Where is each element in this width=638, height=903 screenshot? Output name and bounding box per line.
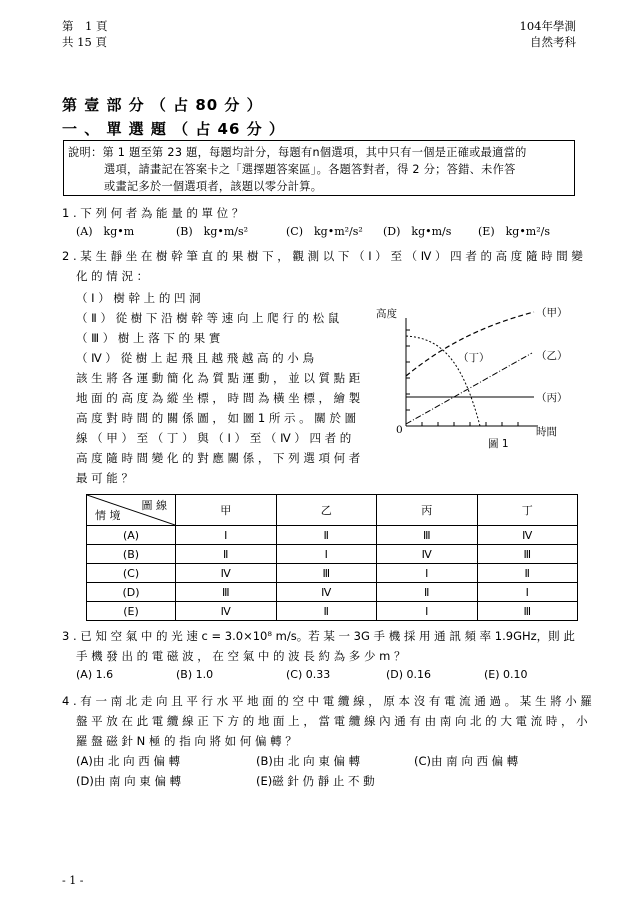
table-row bbox=[87, 564, 578, 583]
table-row bbox=[87, 526, 578, 545]
q3-option-b: (B) 1.0 bbox=[176, 668, 214, 681]
x-axis-ticks bbox=[422, 422, 518, 426]
table-cell: Ⅱ bbox=[477, 564, 578, 583]
table-cell: Ⅳ bbox=[377, 545, 478, 564]
exam-year-label: 104年學測 bbox=[519, 19, 576, 33]
table-cell: Ⅲ bbox=[176, 583, 277, 602]
y-axis-label: 高度 bbox=[376, 308, 397, 320]
q4-option-c: (C)由 南 向 西 偏 轉 bbox=[414, 754, 519, 768]
row-label: (C) bbox=[87, 564, 176, 583]
q1-option-c: (C) kg•m²/s² bbox=[286, 225, 363, 238]
section-title: 一 、 單 選 題 （ 占 46 分 ） bbox=[62, 120, 285, 138]
table-row bbox=[87, 545, 578, 564]
q1-option-b: (B) kg•m/s² bbox=[176, 225, 249, 238]
corner-top-label: 圖 線 bbox=[141, 499, 167, 512]
q2-para-line: 地 面 的 高 度 為 縱 坐 標 ， 時 間 為 橫 坐 標 ， 繪 製 bbox=[76, 391, 361, 405]
curve-jia bbox=[406, 312, 534, 376]
question-2-stem-cont: 化 的 情 況 ： bbox=[76, 269, 149, 283]
q2-para-line: 高 度 對 時 間 的 關 係 圖 ， 如 圖 1 所 示 。 關 於 圖 bbox=[76, 411, 357, 425]
q1-option-a: (A) kg•m bbox=[76, 225, 135, 238]
instructions-line: 選項，請畫記在答案卡之「選擇題答案區」。各題答對者，得 2 分；答錯、未作答 bbox=[104, 163, 516, 176]
table-cell: Ⅳ bbox=[276, 583, 377, 602]
table-cell: Ⅲ bbox=[377, 526, 478, 545]
page-number-label: 第 1 頁 bbox=[62, 19, 108, 33]
figure-caption: 圖 1 bbox=[488, 438, 509, 450]
table-cell: Ⅲ bbox=[276, 564, 377, 583]
table-cell: Ⅲ bbox=[477, 602, 578, 621]
q3-option-c: (C) 0.33 bbox=[286, 668, 331, 681]
table-cell: Ⅰ bbox=[477, 583, 578, 602]
question-4-stem-cont: 羅 盤 磁 針 N 極 的 指 向 將 如 何 偏 轉 ？ bbox=[76, 734, 297, 748]
table-cell: Ⅲ bbox=[477, 545, 578, 564]
part-title: 第 壹 部 分 （ 占 80 分 ） bbox=[62, 96, 263, 114]
table-corner-cell bbox=[87, 495, 176, 526]
footer-page-number: - 1 - bbox=[62, 874, 84, 887]
q1-option-e: (E) kg•m²/s bbox=[478, 225, 550, 238]
table-cell: Ⅳ bbox=[477, 526, 578, 545]
q2-item: （ Ⅲ ） 樹 上 落 下 的 果 實 bbox=[76, 331, 221, 345]
table-cell: Ⅳ bbox=[176, 602, 277, 621]
q4-option-d: (D)由 南 向 東 偏 轉 bbox=[76, 774, 182, 788]
q2-item: （ Ⅱ ） 從 樹 下 沿 樹 幹 等 速 向 上 爬 行 的 松 鼠 bbox=[76, 311, 340, 325]
q2-para-line: 該 生 將 各 運 動 簡 化 為 質 點 運 動 ， 並 以 質 點 距 bbox=[76, 371, 361, 385]
corner-bottom-label: 情 境 bbox=[95, 509, 121, 522]
table-row bbox=[87, 583, 578, 602]
row-label: (D) bbox=[87, 583, 176, 602]
table-cell: Ⅱ bbox=[276, 602, 377, 621]
question-3-stem-cont: 手 機 發 出 的 電 磁 波 ， 在 空 氣 中 的 波 長 約 為 多 少 m ？ bbox=[76, 649, 406, 663]
q2-para-line: 最 可 能 ？ bbox=[76, 471, 133, 485]
q4-option-e: (E)磁 針 仍 靜 止 不 動 bbox=[256, 774, 375, 788]
y-axis-ticks bbox=[406, 330, 410, 410]
table-cell: Ⅰ bbox=[276, 545, 377, 564]
question-4-stem-cont: 盤 平 放 在 此 電 纜 線 正 下 方 的 地 面 上 ， 當 電 纜 線 內 通 有 由 南 向 北 的 大 電 流 時 ， 小 bbox=[76, 714, 588, 728]
column-header: 乙 bbox=[276, 495, 377, 526]
row-label: (E) bbox=[87, 602, 176, 621]
table-cell: Ⅱ bbox=[377, 583, 478, 602]
line-label-bing: （丙） bbox=[536, 392, 568, 404]
q2-item: （ Ⅰ ） 樹 幹 上 的 凹 洞 bbox=[76, 291, 201, 305]
q3-option-e: (E) 0.10 bbox=[484, 668, 528, 681]
instructions-box bbox=[63, 140, 575, 196]
question-4-stem: 4 . 有 一 南 北 走 向 且 平 行 水 平 地 面 的 空 中 電 纜 線 ， 原 本 沒 有 電 流 通 過 。 某 生 將 小 羅 bbox=[62, 694, 592, 708]
line-label-yi: （乙） bbox=[536, 350, 568, 362]
row-label: (B) bbox=[87, 545, 176, 564]
q1-option-d: (D) kg•m/s bbox=[383, 225, 452, 238]
origin-label: 0 bbox=[396, 424, 403, 436]
line-label-ding: （丁） bbox=[458, 352, 490, 364]
column-header: 甲 bbox=[176, 495, 277, 526]
instructions-line: 說明：第 1 題至第 23 題，每題均計分，每題有n個選項，其中只有一個是正確或最適當的 bbox=[68, 146, 527, 159]
row-label: (A) bbox=[87, 526, 176, 545]
table-cell: Ⅰ bbox=[176, 526, 277, 545]
table-cell: Ⅱ bbox=[176, 545, 277, 564]
q2-item: （ Ⅳ ） 從 樹 上 起 飛 且 越 飛 越 高 的 小 鳥 bbox=[76, 351, 314, 365]
instructions-line: 或畫記多於一個選項者，該題以零分計算。 bbox=[104, 180, 323, 193]
q2-para-line: 高 度 隨 時 間 變 化 的 對 應 關 係 ， 下 列 選 項 何 者 bbox=[76, 451, 361, 465]
question-2-stem: 2 . 某 生 靜 坐 在 樹 幹 筆 直 的 果 樹 下 ， 觀 測 以 下 （ Ⅰ ） 至 （ Ⅳ ） 四 者 的 高 度 隨 時 間 變 bbox=[62, 249, 583, 263]
question-1-stem: 1 . 下 列 何 者 為 能 量 的 單 位 ？ bbox=[62, 206, 244, 220]
line-label-jia: （甲） bbox=[536, 307, 568, 319]
q2-para-line: 線 （ 甲 ） 至 （ 丁 ） 與 （ Ⅰ ） 至 （ Ⅳ ） 四 者 的 bbox=[76, 431, 352, 445]
table-cell: Ⅳ bbox=[176, 564, 277, 583]
table-cell: Ⅰ bbox=[377, 602, 478, 621]
answer-options-table bbox=[86, 494, 578, 621]
q4-option-b: (B)由 北 向 東 偏 轉 bbox=[256, 754, 361, 768]
column-header: 丙 bbox=[377, 495, 478, 526]
x-axis-label: 時間 bbox=[536, 426, 557, 438]
question-3-stem: 3 . 已 知 空 氣 中 的 光 速 c = 3.0×10⁸ m/s。若 某 一 3G 手 機 採 用 通 訊 頻 率 1.9GHz，則 此 bbox=[62, 629, 575, 643]
q3-option-a: (A) 1.6 bbox=[76, 668, 114, 681]
table-row bbox=[87, 602, 578, 621]
total-pages-label: 共 15 頁 bbox=[62, 35, 107, 49]
q4-option-a: (A)由 北 向 西 偏 轉 bbox=[76, 754, 181, 768]
table-cell: Ⅰ bbox=[377, 564, 478, 583]
q3-option-d: (D) 0.16 bbox=[386, 668, 432, 681]
column-header: 丁 bbox=[477, 495, 578, 526]
table-cell: Ⅱ bbox=[276, 526, 377, 545]
figure-1 bbox=[370, 300, 580, 453]
subject-label: 自然考科 bbox=[530, 35, 576, 49]
